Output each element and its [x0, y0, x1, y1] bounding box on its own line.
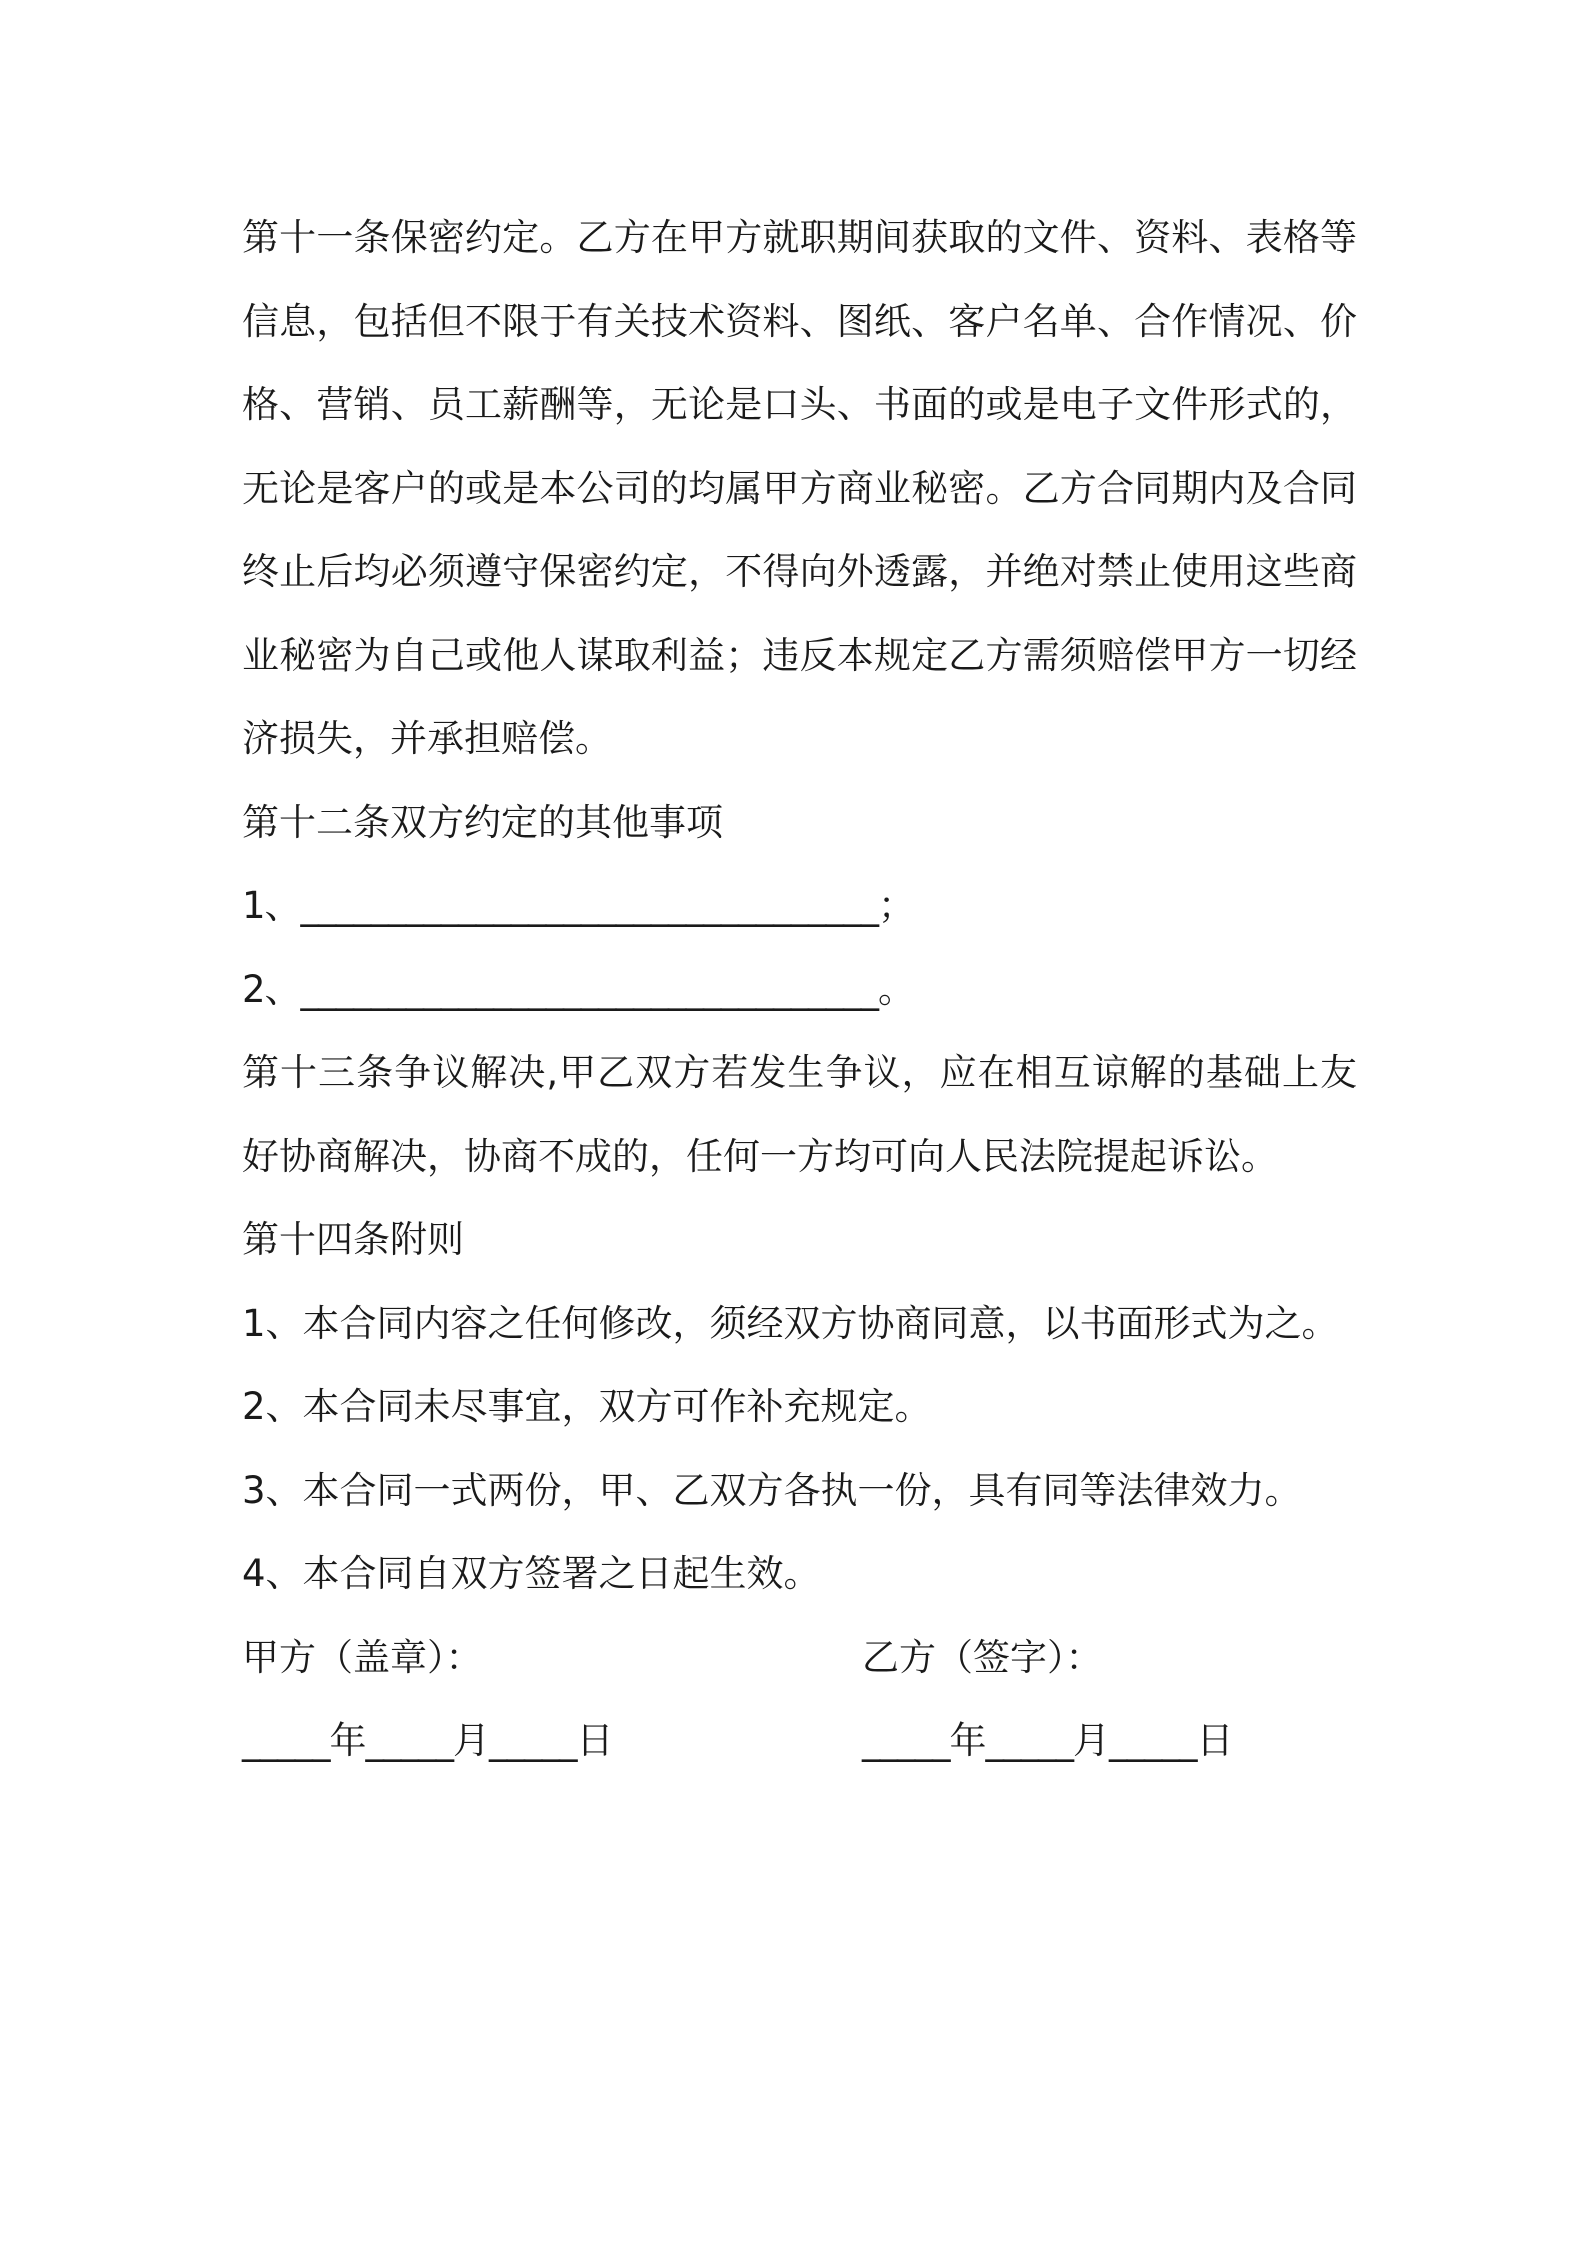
party-a-date: _____年_____月_____日: [242, 1719, 613, 1762]
article-14-item-3: 3、本合同一式两份，甲、乙双方各执一份，具有同等法律效力。: [242, 1468, 1302, 1512]
article-14-item-1: 1、本合同内容之任何修改，须经双方协商同意，以书面形式为之。: [242, 1301, 1339, 1345]
signature-date-row: [242, 1699, 1357, 1783]
article-14-item-2: 2、本合同未尽事宜，双方可作补充规定。: [242, 1385, 932, 1428]
party-a-label: 甲方（盖章）：: [242, 1635, 483, 1679]
party-b-date: _____年_____月_____日: [862, 1719, 1233, 1762]
article-12-item-1: 1、_________________________________；: [242, 884, 915, 927]
article-12-item-2: 2、_________________________________。: [242, 967, 915, 1011]
article-14-title: 第十四条附则: [242, 1218, 464, 1261]
article-12-title: 第十二条双方约定的其他事项: [242, 800, 723, 844]
signature-label-row: [242, 1616, 1357, 1700]
article-14-item-4: 4、本合同自双方签署之日起生效。: [242, 1552, 821, 1595]
article-11-paragraph: 第十一条保密约定。乙方在甲方就职期间获取的文件、资料、表格等信息，包括但不限于有关技术资料、图纸、客户名单、合作情况、价格、营销、员工薪酬等，无论是口头、书面的或是电子文件形式的，无论是客户的或是本公司的均属甲方商业秘密。乙方合同期内及合同终止后均必须遵守保密约定，不得向外透露，并绝对禁止使用这些商业秘密为自己或他人谋取利益；违反本规定乙方需须赔偿甲方一切经济损失，并承担赔偿。: [242, 216, 1357, 760]
party-b-label: 乙方（签字）：: [862, 1635, 1103, 1679]
contract-page: [242, 196, 1357, 1783]
article-13-paragraph: 第十三条争议解决,甲乙双方若发生争议，应在相互谅解的基础上友好协商解决，协商不成的，任何一方均可向人民法院提起诉讼。: [242, 1051, 1357, 1178]
